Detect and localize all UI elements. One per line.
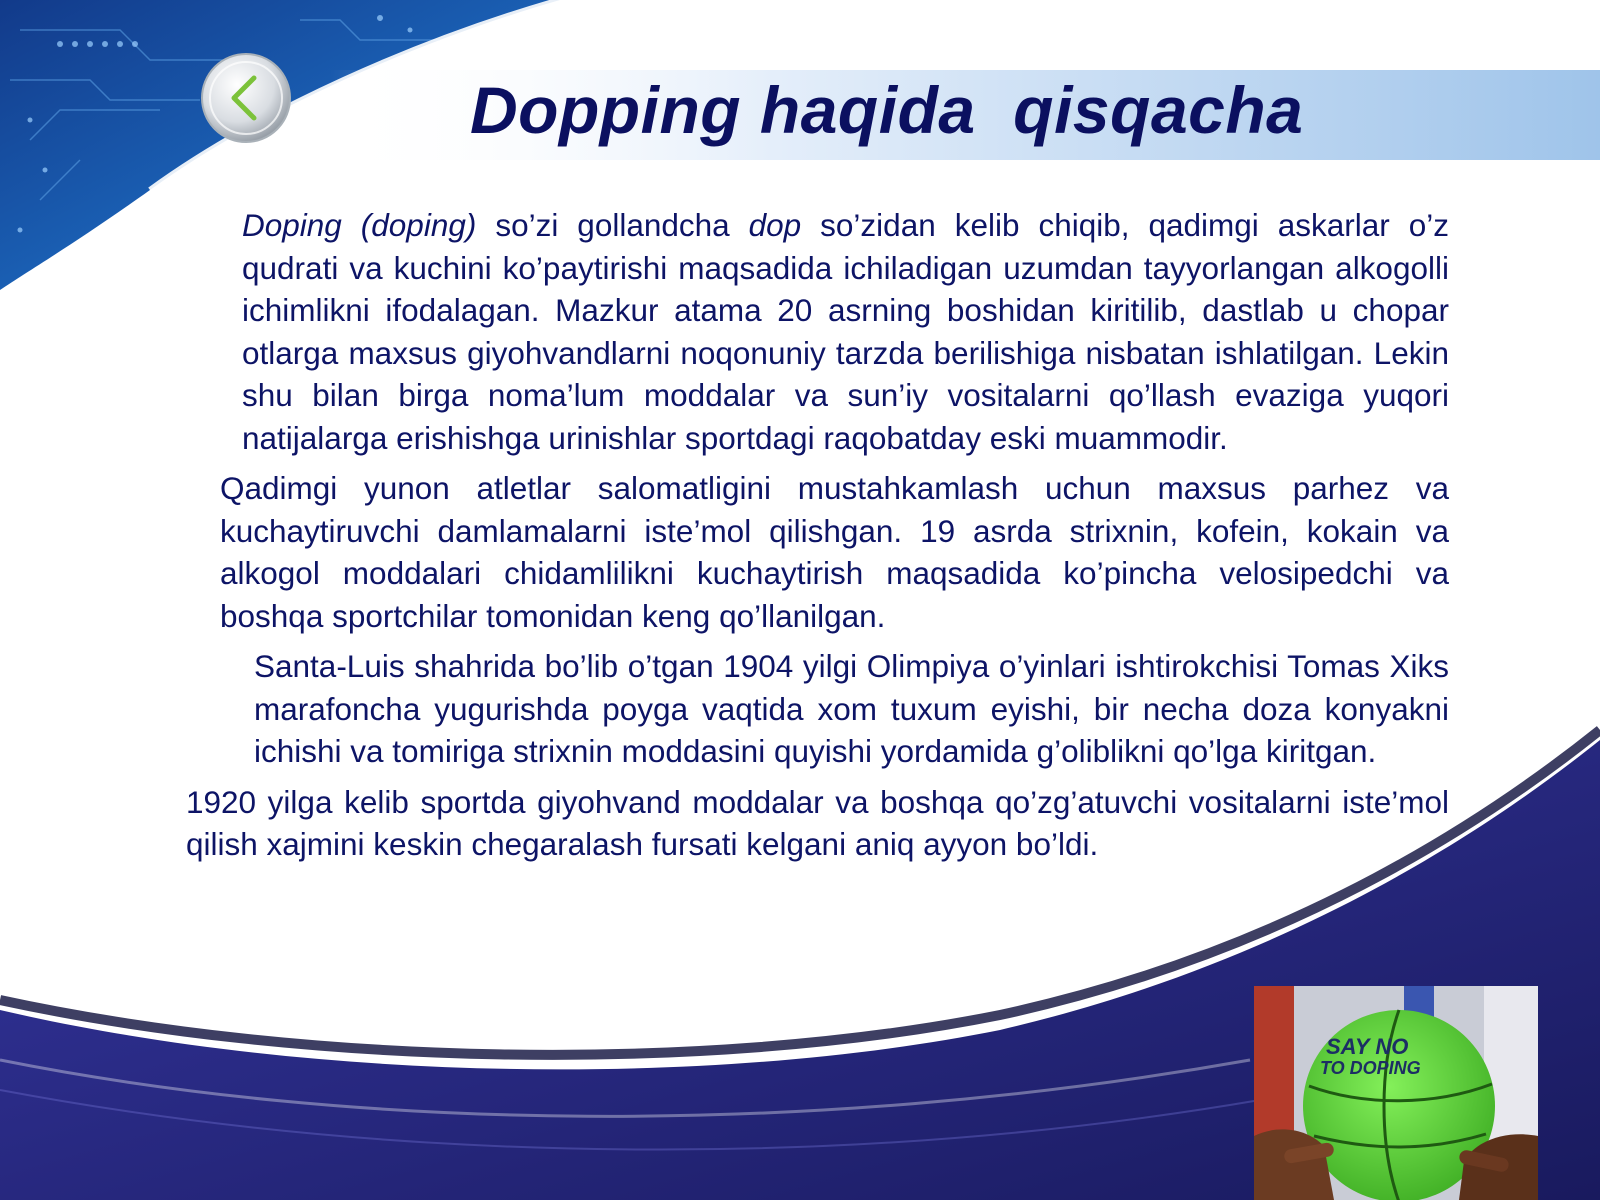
paragraph-1-italic-word: dop	[748, 207, 802, 243]
paragraph-1-text-b: so’zidan kelib chiqib, qadimgi askarlar o’z qudrati va kuchini ko’paytirishi maqsadida ichiladigan uzumdan tayyorlangan alkogolli ichimlikni ifodalagan. Mazkur atama 20 asrning boshidan kiritilib, dastlab u chopar otlarga maxsus giyohvandlarni noqonuniy tarzda berilishiga nisbatan ishlatilgan. Lekin shu bilan birga noma’lum moddalar va sun’iy vositalarni qo’llash evaziga yuqori natijalarga erishishga urinishlar sportdagi raqobatday eski muammodir.	[242, 207, 1449, 456]
slide-body	[122, 204, 1449, 874]
ball-text-line-1: SAY NO	[1326, 1034, 1409, 1059]
paragraph-3: Santa-Luis shahrida bo’lib o’tgan 1904 yilgi Olimpiya o’yinlari ishtirokchisi Tomas Xiks marafoncha yugurishda poyga vaqtida xom tuxum eyishi, bir necha doza konyakni ichishi va tomiriga strixnin moddasini quyishi yordamida g’oliblikni qo’lga kiritgan.	[254, 648, 1449, 769]
back-button[interactable]	[200, 52, 292, 144]
paragraph-2: Qadimgi yunon atletlar salomatligini mustahkamlash uchun maxsus parhez va kuchaytiruvchi damlamalarni iste’mol qilishgan. 19 asrda strixnin, kofein, kokain va alkogol moddalari chidamlilikni kuchaytirish maqsadida ko’pincha velosipedchi va boshqa sportchilar tomonidan keng qo’llanilgan.	[220, 470, 1449, 634]
ball-text-line-2: TO DOPING	[1320, 1058, 1421, 1078]
paragraph-4: 1920 yilga kelib sportda giyohvand moddalar va boshqa qo’zg’atuvchi vositalarni iste’mol qilish xajmini keskin chegaralash fursati kelgani aniq ayyon bo’ldi.	[186, 783, 1449, 862]
paragraph-1-italic-term: Doping (doping)	[242, 207, 477, 243]
chevron-left-icon	[200, 52, 292, 144]
slide-title: Dopping haqida qisqacha	[470, 73, 1304, 147]
say-no-to-doping-photo	[1254, 986, 1538, 1200]
paragraph-1	[122, 204, 1449, 459]
paragraph-1-text-a: so’zi gollandcha	[476, 207, 749, 243]
